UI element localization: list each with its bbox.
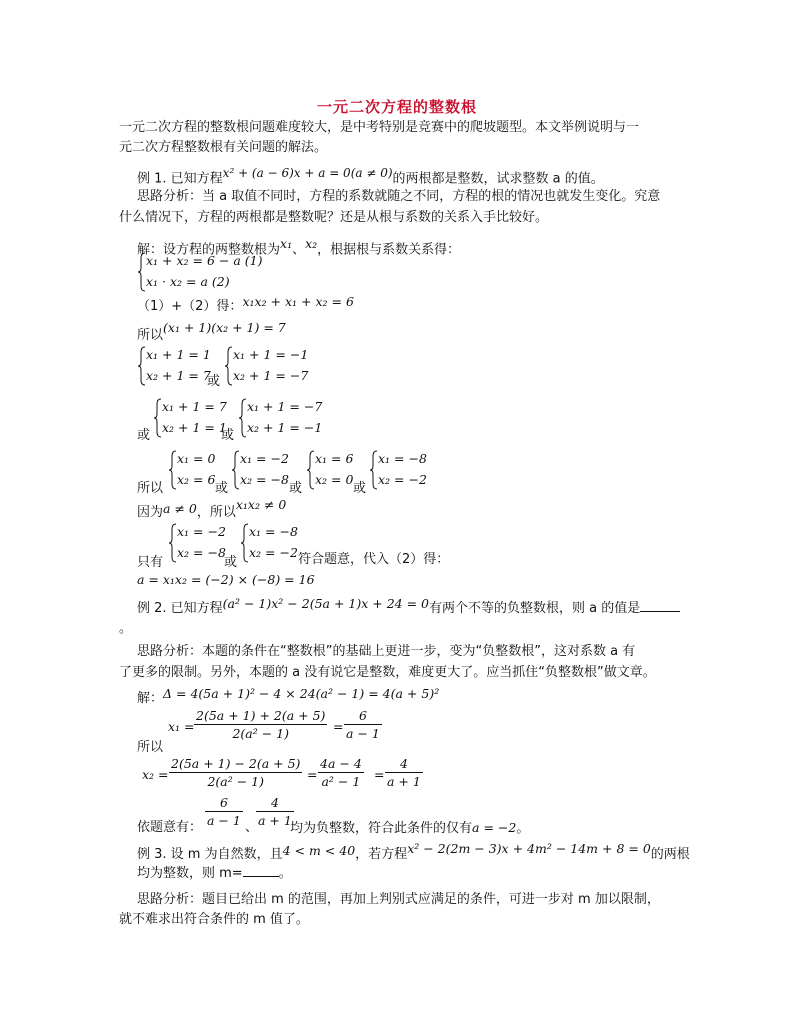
valid-b-row-1: x₁ = −8 (249, 524, 298, 539)
suoyi-label: 所以 (137, 481, 164, 496)
therefore-condition: x₁x₂ ≠ 0 (235, 497, 287, 512)
case-c-row-2: x₂ + 1 = 1 (162, 420, 227, 435)
case-d-row-1: x₁ + 1 = −7 (247, 399, 323, 414)
add-equations-line (137, 294, 354, 315)
conform-text: 符合题意，代入（2）得： (298, 552, 450, 567)
because-line (137, 497, 287, 521)
example-1-suffix: 的两根都是整数，试求整数 a 的值。 (392, 171, 604, 187)
x1-simplified (344, 708, 382, 741)
example-2-equation: (a² − 1)x² − 2(5a + 1)x + 24 = 0 (222, 596, 429, 611)
according-label: 依题意有： (137, 820, 203, 835)
example-2-analysis-2: 了更多的限制。另外，本题的 a 没有说它是整数，难度更大了。应当抓住“负整数根”做文章。 (119, 665, 656, 680)
x1-denominator: 2(a² − 1) (232, 726, 289, 741)
example-3-condition: 4 < m < 40 (282, 843, 356, 858)
add-equation: x₁x₂ + x₁ + x₂ = 6 (242, 294, 354, 309)
vieta-system (137, 252, 297, 292)
x2-equals-1: = (307, 767, 318, 782)
example-2-end: 。 (119, 621, 133, 636)
example-3-line-2 (137, 866, 292, 882)
vieta-sum: x₁ + x₂ = 6 − a (1) (146, 253, 263, 268)
x1-fraction (194, 708, 327, 741)
example-3-analysis-1: 思路分析：题目已给出 m 的范围，再加上判别式应满足的条件，可进一步对 m 加以限制， (137, 892, 660, 907)
example-1-statement (137, 165, 604, 187)
x1-simplified-denominator: a − 1 (346, 726, 380, 741)
example-2-prefix: 例 2. 已知方程 (137, 601, 223, 616)
x2-simplified-denominator: a + 1 (387, 774, 421, 789)
add-label: （1）+（2）得： (137, 299, 243, 314)
example-3-suffix: 的两根 (650, 847, 690, 862)
condition-1-denominator: a − 1 (207, 813, 241, 828)
root-x1: x₁ (280, 236, 293, 251)
x1-equals: = (333, 719, 344, 734)
example-3-equation: x² − 2(2m − 3)x + 4m² − 14m + 8 = 0 (407, 841, 651, 856)
x1-numerator: 2(5a + 1) + 2(a + 5) (196, 708, 326, 723)
separator: 、 (245, 820, 259, 835)
solution-a-row-1: x₁ = 0 (177, 451, 216, 466)
case-system-d (238, 398, 328, 438)
solution-d-row-1: x₁ = −8 (378, 451, 427, 466)
or-label: 或 (215, 481, 229, 496)
solution-c-row-1: x₁ = 6 (315, 451, 354, 466)
condition-fraction-1 (205, 795, 243, 828)
example-2-statement (137, 596, 680, 617)
example-3-mid: ，若方程 (355, 847, 408, 862)
example-3-analysis-2: 就不难求出符合条件的 m 值了。 (119, 912, 309, 927)
intro-line-2: 元二次方程整数根有关问题的解法。 (119, 140, 328, 155)
example-2-conclusion (290, 820, 529, 837)
only-label: 只有 (137, 555, 164, 570)
suoyi-label: 所以 (137, 328, 164, 343)
valid-a-row-1: x₁ = −2 (177, 524, 226, 539)
x2-numerator: 2(5a + 1) − 2(a + 5) (171, 756, 301, 771)
condition-2-denominator: a + 1 (258, 813, 292, 828)
jie-label: 解： (137, 691, 164, 706)
example-2-suffix: 有两个不等的负整数根，则 a 的值是 (428, 601, 641, 616)
solution-c-row-2: x₂ = 0 (315, 472, 354, 487)
solution-b-row-2: x₂ = −8 (240, 472, 289, 487)
x2-simplified (385, 756, 423, 789)
x1-simplified-numerator: 6 (344, 708, 382, 725)
example-2-answer: a = −2 (472, 820, 517, 835)
condition-fraction-2 (256, 795, 294, 828)
example-2-analysis-1: 思路分析：本题的条件在“整数根”的基础上更进一步，变为“负整数根”，这对系数 a 有 (137, 644, 636, 659)
example-1-equation: x² + (a − 6)x + a = 0(a ≠ 0) (222, 166, 393, 180)
case-system-c (153, 398, 229, 438)
case-c-row-1: x₁ + 1 = 7 (162, 399, 227, 414)
x2-middle-denominator: a² − 1 (321, 774, 361, 789)
root-x2: x₂ (305, 236, 318, 251)
because-condition: a ≠ 0 (163, 501, 197, 516)
example-3-prefix: 例 3. 设 m 为自然数，且 (137, 847, 283, 862)
x2-middle-numerator: 4a − 4 (320, 756, 362, 771)
conclusion-text: 均为负整数，符合此条件的仅有 (290, 821, 473, 836)
or-label: 或 (224, 555, 238, 570)
case-a-row-1: x₁ + 1 = 1 (146, 347, 211, 362)
example-1-analysis-1: 思路分析：当 a 取值不同时，方程的系数就随之不同，方程的根的情况也就发生变化。究意 (137, 189, 661, 204)
valid-a-row-2: x₂ = −8 (177, 545, 226, 560)
case-system-b (224, 346, 314, 386)
example-1-answer: a = x₁x₂ = (−2) × (−8) = 16 (137, 572, 315, 587)
factor-line (137, 320, 286, 344)
example-3-end: 。 (278, 866, 292, 881)
x2-denominator: 2(a² − 1) (207, 774, 264, 789)
or-label: 或 (289, 481, 303, 496)
condition-1-numerator: 6 (205, 795, 243, 812)
delta-line (137, 686, 440, 707)
case-a-row-2: x₂ + 1 = 7 (146, 368, 211, 383)
valid-b-row-2: x₂ = −2 (249, 545, 298, 560)
or-label: 或 (207, 374, 221, 389)
example-3-statement (137, 841, 690, 863)
example-1-prefix: 例 1. 已知方程 (137, 171, 223, 187)
or-label: 或 (221, 428, 235, 443)
solution-system-d (369, 450, 449, 490)
case-b-row-1: x₁ + 1 = −1 (233, 347, 309, 362)
answer-blank[interactable] (640, 611, 680, 612)
solution-b-row-1: x₁ = −2 (240, 451, 289, 466)
x2-fraction (169, 756, 302, 789)
condition-2-numerator: 4 (256, 795, 294, 812)
x2-middle-fraction (318, 756, 364, 789)
separator: 、 (292, 242, 306, 258)
x2-simplified-numerator: 4 (385, 756, 423, 773)
x2-lhs: x₂ = (142, 767, 169, 782)
case-system-a (137, 346, 213, 386)
suoyi-label: 所以 (137, 740, 164, 755)
x2-equals-2: = (374, 767, 385, 782)
example-3-question: 均为整数，则 m= (137, 866, 243, 881)
conclusion-end: 。 (516, 821, 530, 836)
case-d-row-2: x₂ + 1 = −1 (247, 420, 323, 435)
intro-line-1: 一元二次方程的整数根问题难度较大，是中考特别是竞赛中的爬坡题型。本文举例说明与一 (119, 120, 640, 135)
case-b-row-2: x₂ + 1 = −7 (233, 368, 309, 383)
therefore-label: ，所以 (196, 505, 236, 520)
vieta-product: x₁ · x₂ = a (2) (146, 274, 230, 289)
example-1-analysis-2: 什么情况下，方程的两根都是整数呢？还是从根与系数的关系入手比较好。 (119, 210, 549, 225)
solution-text-b: ，根据根与系数关系得： (317, 242, 461, 258)
solution-text-a: 解：设方程的两整数根为 (137, 242, 281, 258)
because-label: 因为 (137, 505, 164, 520)
solution-d-row-2: x₂ = −2 (378, 472, 427, 487)
or-label: 或 (137, 428, 151, 443)
factor-equation: (x₁ + 1)(x₂ + 1) = 7 (163, 320, 286, 335)
page-title: 一元二次方程的整数根 (316, 98, 477, 116)
x1-lhs: x₁ = (168, 719, 195, 734)
discriminant-equation: Δ = 4(5a + 1)² − 4 × 24(a² − 1) = 4(a + 5)² (163, 686, 440, 701)
answer-blank[interactable] (243, 876, 279, 877)
or-label: 或 (353, 481, 367, 496)
solution-a-row-2: x₂ = 6 (177, 472, 216, 487)
